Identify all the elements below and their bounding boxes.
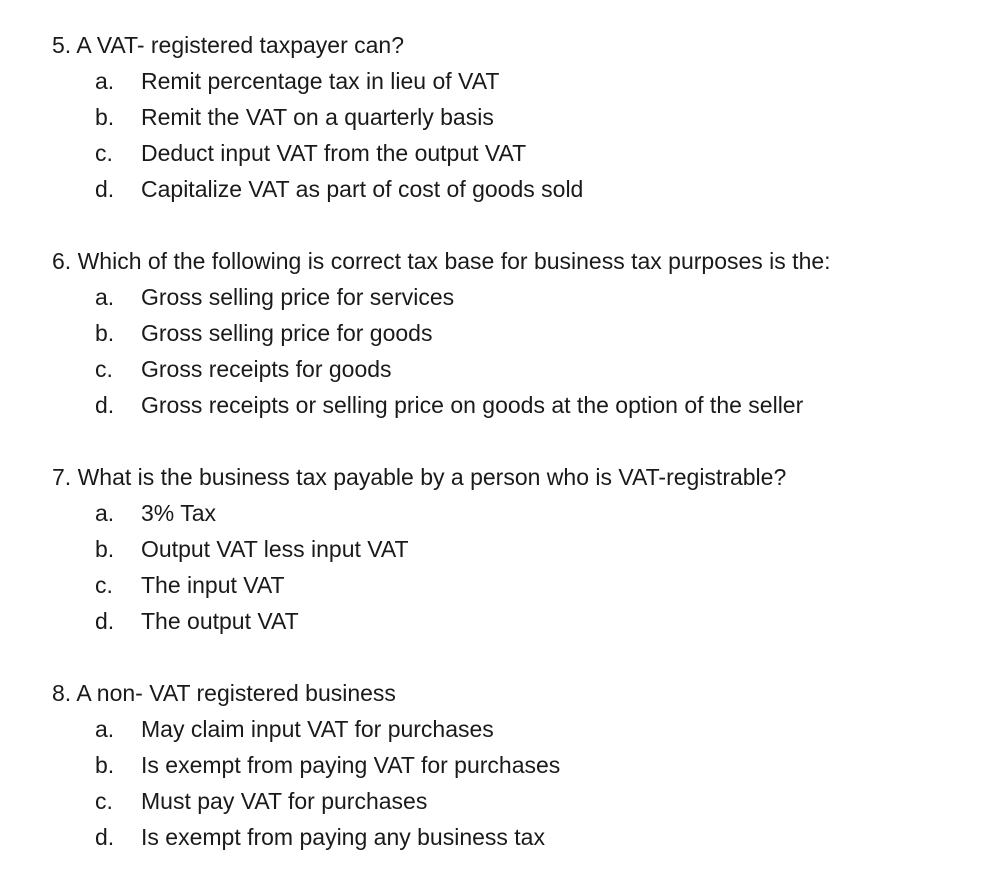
option-c <box>52 783 982 819</box>
option-text: Capitalize VAT as part of cost of goods sold <box>141 176 584 202</box>
question-7 <box>52 459 982 639</box>
option-letter: d. <box>95 176 115 202</box>
option-letter: a. <box>95 68 115 94</box>
option-c <box>52 135 982 171</box>
question-stem <box>52 675 982 711</box>
option-c <box>52 567 982 603</box>
option-letter: b. <box>95 536 115 562</box>
option-c <box>52 351 982 387</box>
option-b <box>52 99 982 135</box>
option-text: Deduct input VAT from the output VAT <box>141 140 527 166</box>
option-text: 3% Tax <box>141 500 217 526</box>
question-text: What is the business tax payable by a person who is VAT-registrable? <box>77 464 787 490</box>
option-a <box>52 279 982 315</box>
option-text: Is exempt from paying VAT for purchases <box>141 752 561 778</box>
option-d <box>52 387 982 423</box>
question-5 <box>52 27 982 207</box>
option-b <box>52 315 982 351</box>
option-b <box>52 531 982 567</box>
option-text: Gross selling price for goods <box>141 320 433 346</box>
option-a <box>52 63 982 99</box>
option-text: The output VAT <box>141 608 299 634</box>
question-number: 6. <box>52 248 72 274</box>
question-text: A VAT- registered taxpayer can? <box>76 32 405 58</box>
option-d <box>52 819 982 855</box>
option-text: The input VAT <box>141 572 285 598</box>
option-a <box>52 495 982 531</box>
option-d <box>52 603 982 639</box>
option-letter: c. <box>95 788 113 814</box>
option-d <box>52 171 982 207</box>
option-text: Must pay VAT for purchases <box>141 788 428 814</box>
question-number: 7. <box>52 464 72 490</box>
question-text: Which of the following is correct tax base for business tax purposes is the: <box>77 248 831 274</box>
option-text: Output VAT less input VAT <box>141 536 409 562</box>
option-text: Is exempt from paying any business tax <box>141 824 545 850</box>
option-text: Remit percentage tax in lieu of VAT <box>141 68 500 94</box>
option-letter: c. <box>95 572 113 598</box>
option-letter: a. <box>95 716 115 742</box>
option-letter: b. <box>95 752 115 778</box>
option-text: Gross selling price for services <box>141 284 455 310</box>
option-a <box>52 711 982 747</box>
question-stem <box>52 459 982 495</box>
option-letter: d. <box>95 608 115 634</box>
option-letter: b. <box>95 104 115 130</box>
option-letter: c. <box>95 140 113 166</box>
option-letter: b. <box>95 320 115 346</box>
option-letter: a. <box>95 500 115 526</box>
question-number: 5. <box>52 32 72 58</box>
option-text: Remit the VAT on a quarterly basis <box>141 104 494 130</box>
question-stem <box>52 27 982 63</box>
question-8 <box>52 675 982 855</box>
question-number: 8. <box>52 680 72 706</box>
option-b <box>52 747 982 783</box>
option-text: May claim input VAT for purchases <box>141 716 494 742</box>
option-letter: d. <box>95 392 115 418</box>
option-letter: a. <box>95 284 115 310</box>
question-stem <box>52 243 982 279</box>
option-letter: d. <box>95 824 115 850</box>
question-6 <box>52 243 982 423</box>
option-text: Gross receipts or selling price on goods at the option of the seller <box>141 392 804 418</box>
option-letter: c. <box>95 356 113 382</box>
option-text: Gross receipts for goods <box>141 356 392 382</box>
question-text: A non- VAT registered business <box>76 680 396 706</box>
